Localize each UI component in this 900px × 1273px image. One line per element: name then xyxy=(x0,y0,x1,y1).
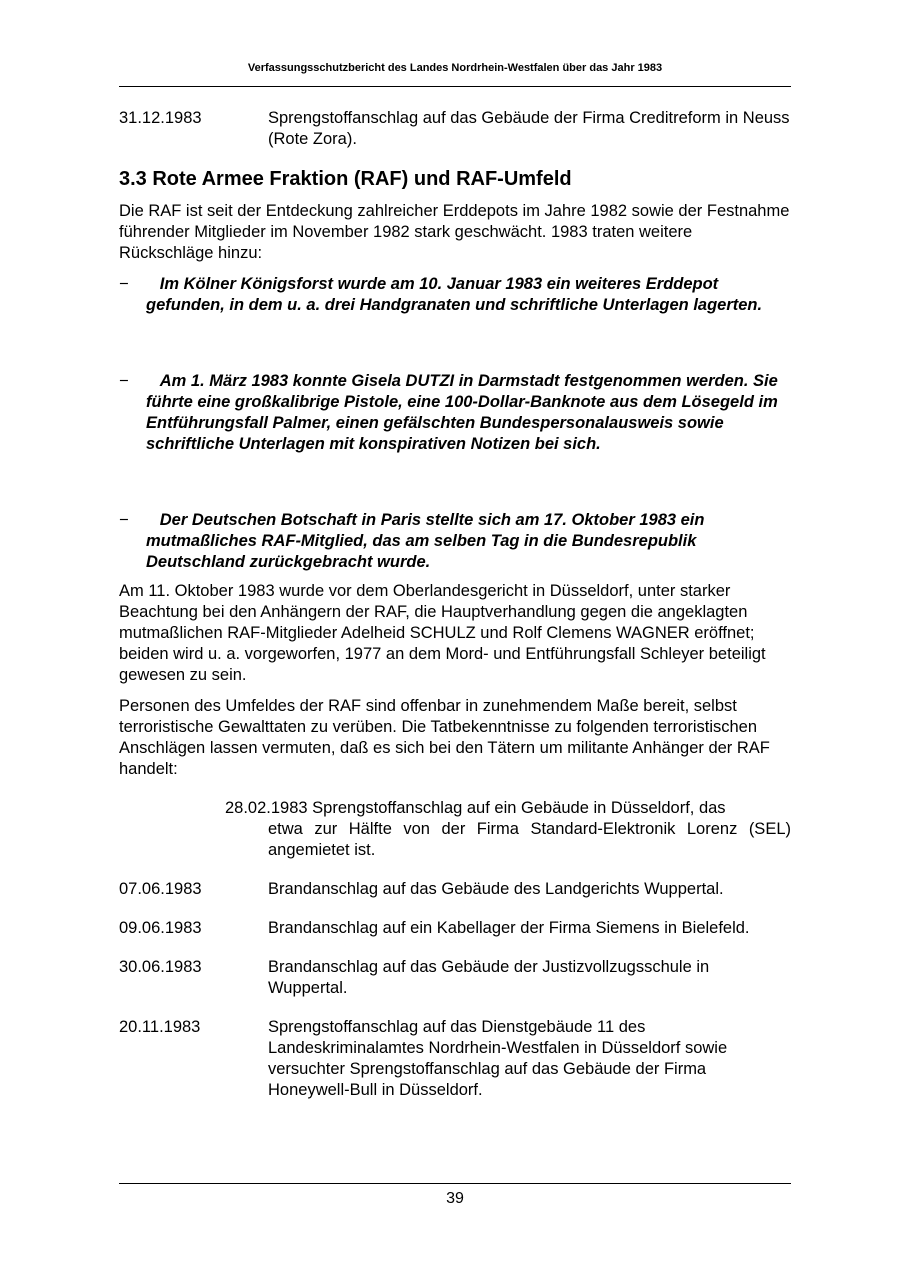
bullet-item xyxy=(119,510,791,573)
entry-first-line: 28.02.1983 Sprengstoffanschlag auf ein Gebäude in Düsseldorf, das xyxy=(225,799,726,817)
chronology-entry xyxy=(119,957,791,999)
trial-paragraph: Am 11. Oktober 1983 wurde vor dem Oberlandesgericht in Düsseldorf, unter starker Beachtung bei den Anhängern der RAF, die Hauptverhandlung gegen die angeklagten mutmaßlichen RAF-Mitglieder Adelheid SCHULZ und Rolf Clemens WAGNER eröffnet; beiden wird u. a. vorgeworfen, 1977 an dem Mord- und Entführungsfall Schleyer beteiligt gewesen zu sein. xyxy=(119,582,766,684)
page-number: 39 xyxy=(446,1190,464,1207)
entry-text: Brandanschlag auf ein Kabellager der Firma Siemens in Bielefeld. xyxy=(268,919,750,937)
header-rule xyxy=(119,86,791,87)
bullet-text: Im Kölner Königsforst wurde am 10. Januar 1983 ein weiteres Erddepot gefunden, in dem u. a. drei Handgranaten und schriftliche Unterlagen lagerten. xyxy=(146,275,763,314)
section-heading: 3.3 Rote Armee Fraktion (RAF) und RAF-Umfeld xyxy=(119,168,572,190)
chronology-entry xyxy=(119,1017,791,1101)
chronology-entry xyxy=(119,918,791,939)
bullet-item xyxy=(119,274,791,316)
chronology-entry-indented xyxy=(225,798,791,861)
entry-date: 31.12.1983 xyxy=(119,109,202,127)
entry-text: Sprengstoffanschlag auf das Dienstgebäude 11 des Landeskriminalamtes Nordrhein-Westfalen in Düsseldorf sowie versuchter Sprengstoffanschlag auf das Gebäude der Firma Honeywell-Bull in Düsseldorf. xyxy=(268,1018,728,1099)
dash-marker: − xyxy=(119,372,129,390)
footer-rule xyxy=(119,1183,791,1184)
entry-date: 07.06.1983 xyxy=(119,880,202,898)
intro-paragraph: Die RAF ist seit der Entdeckung zahlreicher Erddepots im Jahre 1982 sowie der Festnahme führender Mitglieder im November 1982 stark geschwächt. 1983 traten weitere Rückschläge hinzu: xyxy=(119,202,790,262)
page-content xyxy=(119,108,791,1101)
entry-date: 09.06.1983 xyxy=(119,919,202,937)
bullet-text: Der Deutschen Botschaft in Paris stellte sich am 17. Oktober 1983 ein mutmaßliches RAF-Mitglied, das am selben Tag in die Bundesrepublik Deutschland zurückgebracht wurde. xyxy=(146,511,705,571)
entry-text: Brandanschlag auf das Gebäude des Landgerichts Wuppertal. xyxy=(268,880,724,898)
entry-text: Sprengstoffanschlag auf das Gebäude der Firma Creditreform in Neuss (Rote Zora). xyxy=(268,109,790,148)
entry-date: 20.11.1983 xyxy=(119,1018,201,1036)
bullet-item xyxy=(119,371,791,455)
entry-continuation: etwa zur Hälfte von der Firma Standard-Elektronik Lorenz (SEL) angemietet ist. xyxy=(268,820,791,859)
umfeld-paragraph: Personen des Umfeldes der RAF sind offenbar in zunehmendem Maße bereit, selbst terroristische Gewalttaten zu verüben. Die Tatbekenntnisse zu folgenden terroristischen Anschlägen lassen vermuten, daß es sich bei den Tätern um militante Anhänger der RAF handelt: xyxy=(119,697,770,778)
entry-date: 30.06.1983 xyxy=(119,958,202,976)
chronology-entry xyxy=(119,108,791,150)
chronology-entry xyxy=(119,879,791,900)
dash-marker: − xyxy=(119,275,129,293)
bullet-text: Am 1. März 1983 konnte Gisela DUTZI in Darmstadt festgenommen werden. Sie führte eine großkalibrige Pistole, eine 100-Dollar-Banknote aus dem Lösegeld im Entführungsfall Palmer, einen gefälschten Bundespersonalausweis sowie schriftliche Unterlagen mit konspirativen Notizen bei sich. xyxy=(146,372,778,453)
running-header: Verfassungsschutzbericht des Landes Nordrhein-Westfalen über das Jahr 1983 xyxy=(247,62,663,74)
dash-marker: − xyxy=(119,511,129,529)
entry-text: Brandanschlag auf das Gebäude der Justizvollzugsschule in Wuppertal. xyxy=(268,958,710,997)
